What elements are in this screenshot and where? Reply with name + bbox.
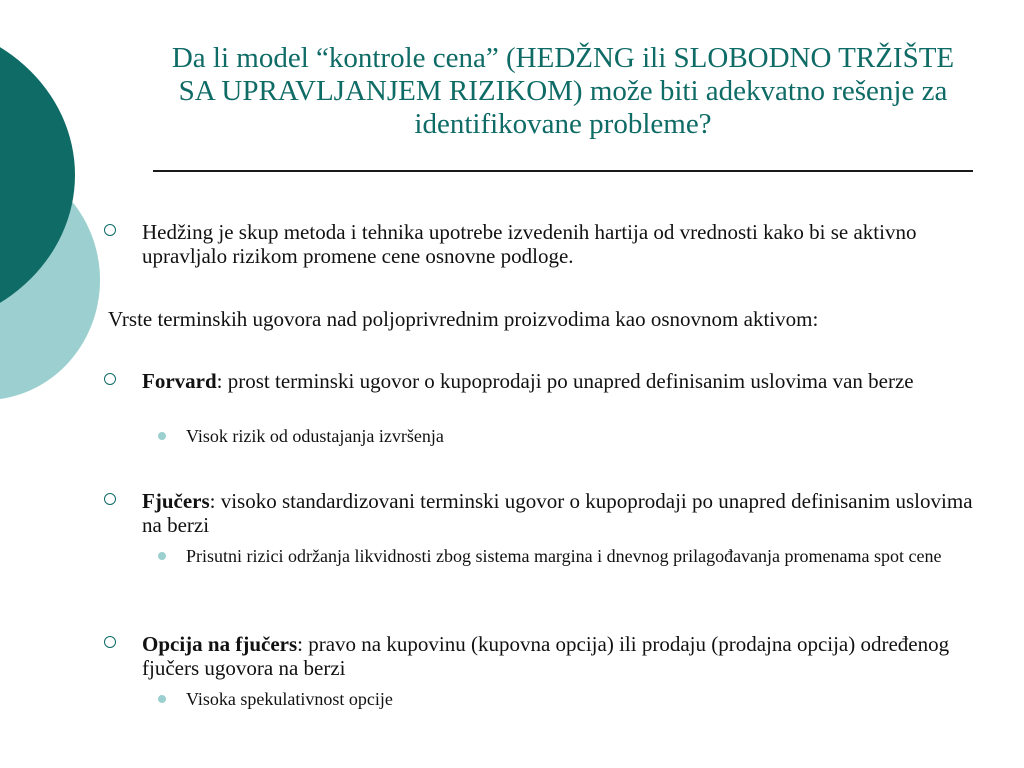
bullet-hedzing-text: Hedžing je skup metoda i tehnika upotrebe izvedenih hartija od vrednosti kako bi se aktivno upravljalo rizikom promene cene osnovne podloge. xyxy=(142,220,917,268)
sub-bullet-forvard xyxy=(186,425,986,447)
sub-bullet-fjucers xyxy=(186,545,986,567)
bullet-term: Opcija na fjučers xyxy=(142,632,298,656)
bullet-opcija xyxy=(142,632,992,680)
sub-bullet-text: Prisutni rizici održanja likvidnosti zbog sistema margina i dnevnog prilagođavanja promenama spot cene xyxy=(186,546,942,566)
bullet-definition: : prost terminski ugovor o kupoprodaji po unapred definisanim uslovima van berze xyxy=(216,369,914,393)
slide-title: Da li model “kontrole cena” (HEDŽNG ili SLOBODNO TRŽIŠTE SA UPRAVLJANJEM RIZIKOM) može biti adekvatno rešenje za identifikovane probleme? xyxy=(171,42,955,140)
title-divider xyxy=(153,170,973,172)
sub-bullet-text: Visoka spekulativnost opcije xyxy=(186,689,393,709)
hollow-circle-bullet-icon xyxy=(104,224,116,236)
hollow-circle-bullet-icon xyxy=(104,373,116,385)
bullet-definition: : pravo na kupovinu (kupovna opcija) ili prodaju (prodajna opcija) određenog fjučers ugovora na berzi xyxy=(142,632,950,680)
bullet-forvard xyxy=(142,369,992,393)
filled-dot-bullet-icon xyxy=(158,695,166,703)
filled-dot-bullet-icon xyxy=(158,432,166,440)
sub-bullet-opcija xyxy=(186,688,986,710)
bullet-fjucers xyxy=(142,489,992,537)
bullet-hedzing xyxy=(142,220,992,268)
sub-bullet-text: Visok rizik od odustajanja izvršenja xyxy=(186,426,444,446)
bullet-definition: : visoko standardizovani terminski ugovor o kupoprodaji po unapred definisanim uslovima na berzi xyxy=(142,489,973,537)
bullet-term: Fjučers xyxy=(142,489,210,513)
hollow-circle-bullet-icon xyxy=(104,636,116,648)
bullet-term: Forvard xyxy=(142,369,217,393)
filled-dot-bullet-icon xyxy=(158,552,166,560)
section-subheading: Vrste terminskih ugovora nad poljoprivrednim proizvodima kao osnovnom aktivom: xyxy=(108,307,819,331)
hollow-circle-bullet-icon xyxy=(104,493,116,505)
